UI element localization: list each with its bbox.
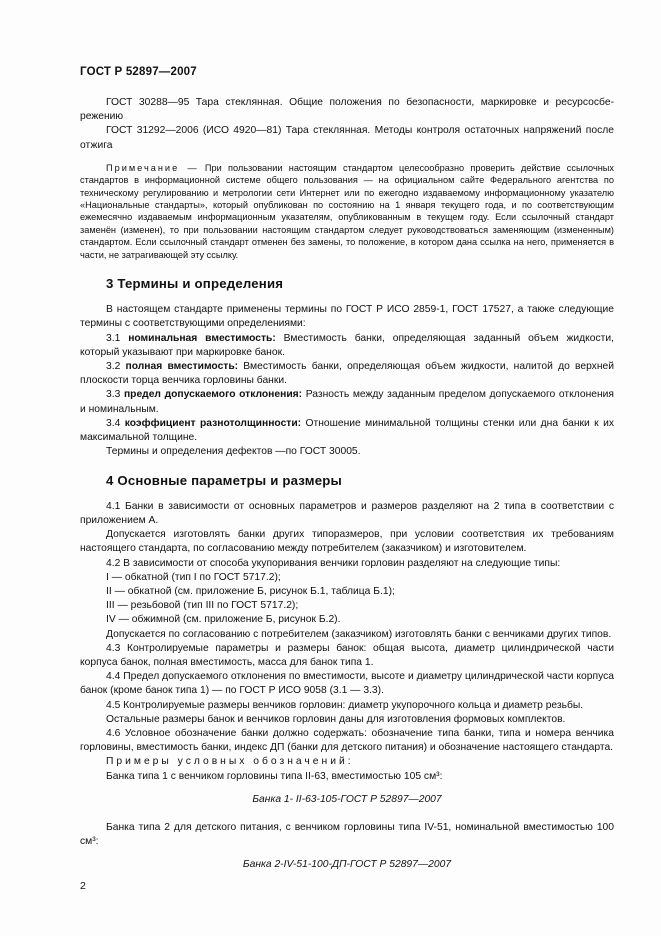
clause-4-6: 4.6 Условное обозначение банки должно содержать: обозначение типа банки, типа и номера венчика горловины, вместимость банки, индекс ДП (банки для детского питания) и обозначение настоящего стандарта. <box>80 727 614 754</box>
clause-4-4: 4.4 Предел допускаемого отклонения по вместимости, высоте и диаметру цилиндрической части корпуса банок (кроме банок типа 1) — по ГОСТ Р ИСО 9058 (3.1 — 3.3). <box>80 671 614 697</box>
page-header: ГОСТ Р 52897—2007 <box>80 66 197 78</box>
term-name: номинальная вместимость: <box>128 332 276 344</box>
list-item: III — резьбовой (тип III по ГОСТ 5717.2); <box>106 600 299 612</box>
reference-item: ГОСТ 30288—95 Тара стеклянная. Общие положения по безопасности, маркировке и ресурсосбережению <box>80 97 614 123</box>
reference-item: ГОСТ 31292—2006 (ИСО 4920—81) Тара стеклянная. Методы контроля остаточных напряжений после отжига <box>80 125 614 151</box>
clause-4-5-extra: Остальные размеры банок и венчиков горловин даны для изготовления формовых комплектов. <box>106 713 566 725</box>
section-4-heading: 4 Основные параметры и размеры <box>106 472 342 488</box>
note-lead: Примечание — <box>106 162 199 173</box>
example-2-text: Банка типа 2 для детского питания, с венчиком горловины типа IV-51, номинальной вместимостью 100 см³: <box>80 821 614 848</box>
neck-types-list <box>80 571 614 628</box>
clause-4-3: 4.3 Контролируемые параметры и размеры банок: общая высота, диаметр цилиндрической части корпуса банок, полная вместимость, масса для банок типа 1. <box>80 642 614 668</box>
term-name: коэффициент разнотолщинности: <box>124 417 302 429</box>
list-item: I — обкатной (тип I по ГОСТ 5717.2); <box>106 571 281 583</box>
list-item: IV — обжимной (см. приложение Б, рисунок Б.2). <box>106 614 341 626</box>
document-body <box>80 96 614 887</box>
clause-4-2: 4.2 В зависимости от способа укупоривания венчики горловин разделяют на следующие типы: <box>106 557 561 569</box>
example-1-designation: Банка 1- II-63-105-ГОСТ Р 52897—2007 <box>252 793 442 805</box>
term-name: предел допускаемого отклонения: <box>123 389 303 401</box>
clause-4-2-extra: Допускается по согласованию с потребителем (заказчиком) изготовлять банки с венчиками других типов. <box>106 628 612 640</box>
term-name: полная вместимость: <box>125 361 239 373</box>
defects-terms: Термины и определения дефектов —по ГОСТ 30005. <box>106 446 361 458</box>
clause-4-1: 4.1 Банки в зависимости от основных параметров и размеров разделяют на 2 типа в соответствии с приложением А. <box>80 500 614 526</box>
page-number: 2 <box>80 880 86 892</box>
term-item: 3.1 номинальная вместимость: Вместимость банки, определяющая заданный объем жидкости, который указывают при маркировке банок. <box>80 332 614 358</box>
clause-4-5: 4.5 Контролируемые размеры венчиков горловин: диаметр укупорочного кольца и диаметр резьбы. <box>106 699 584 711</box>
term-item: 3.3 предел допускаемого отклонения: Разность между заданным пределом допускаемого отклонения и номинальным. <box>80 389 614 415</box>
note-paragraph <box>80 162 614 261</box>
note-text: При пользовании настоящим стандартом целесообразно проверить действие ссылочных стандартов в информационной системе общего пользования — на официальном сайте Федерального агентства по техническому регулированию и метрологии сети Интернет или по ежегодно издаваемому информационному указателю «Национальные стандарты», который опубликован по состоянию на 1 января текущего года, и по соответствующим ежемесячно издаваемым информационным указателям, опубликованным в текущем году. Если ссылочный стандарт заменён (изменен), то при пользовании настоящим стандартом следует руководствоваться заменяющим (измененным) стандартом. Если ссылочный стандарт отменен без замены, то положение, в котором дана ссылка на него, применяется в части, не затрагивающей эту ссылку. <box>80 162 615 260</box>
examples-lead: Примеры условных обозначений: <box>106 756 354 768</box>
example-2-designation: Банка 2-IV-51-100-ДП-ГОСТ Р 52897—2007 <box>242 859 452 871</box>
term-item: 3.4 коэффициент разнотолщинности: Отношение минимальной толщины стенки или дна банки к их максимальной толщине. <box>80 417 614 444</box>
section-3-heading: 3 Термины и определения <box>106 276 284 292</box>
clause-4-1-extra: Допускается изготовлять банки других типоразмеров, при условии соответствия их требованиям настоящего стандарта, по согласованию между потребителем (заказчиком) и изготовителем. <box>80 529 614 555</box>
section-3-intro: В настоящем стандарте применены термины по ГОСТ Р ИСО 2859-1, ГОСТ 17527, а также следующие термины с соответствующими определениями: <box>80 304 614 330</box>
example-1-text: Банка типа 1 с венчиком горловины типа II-63, вместимостью 105 см³: <box>106 770 443 782</box>
term-item: 3.2 полная вместимость: Вместимость банки, определяющая объем жидкости, налитой до верхней плоскости торца венчика горловины банки. <box>80 361 614 387</box>
list-item: II — обкатной (см. приложение Б, рисунок Б.1, таблица Б.1); <box>106 585 395 597</box>
